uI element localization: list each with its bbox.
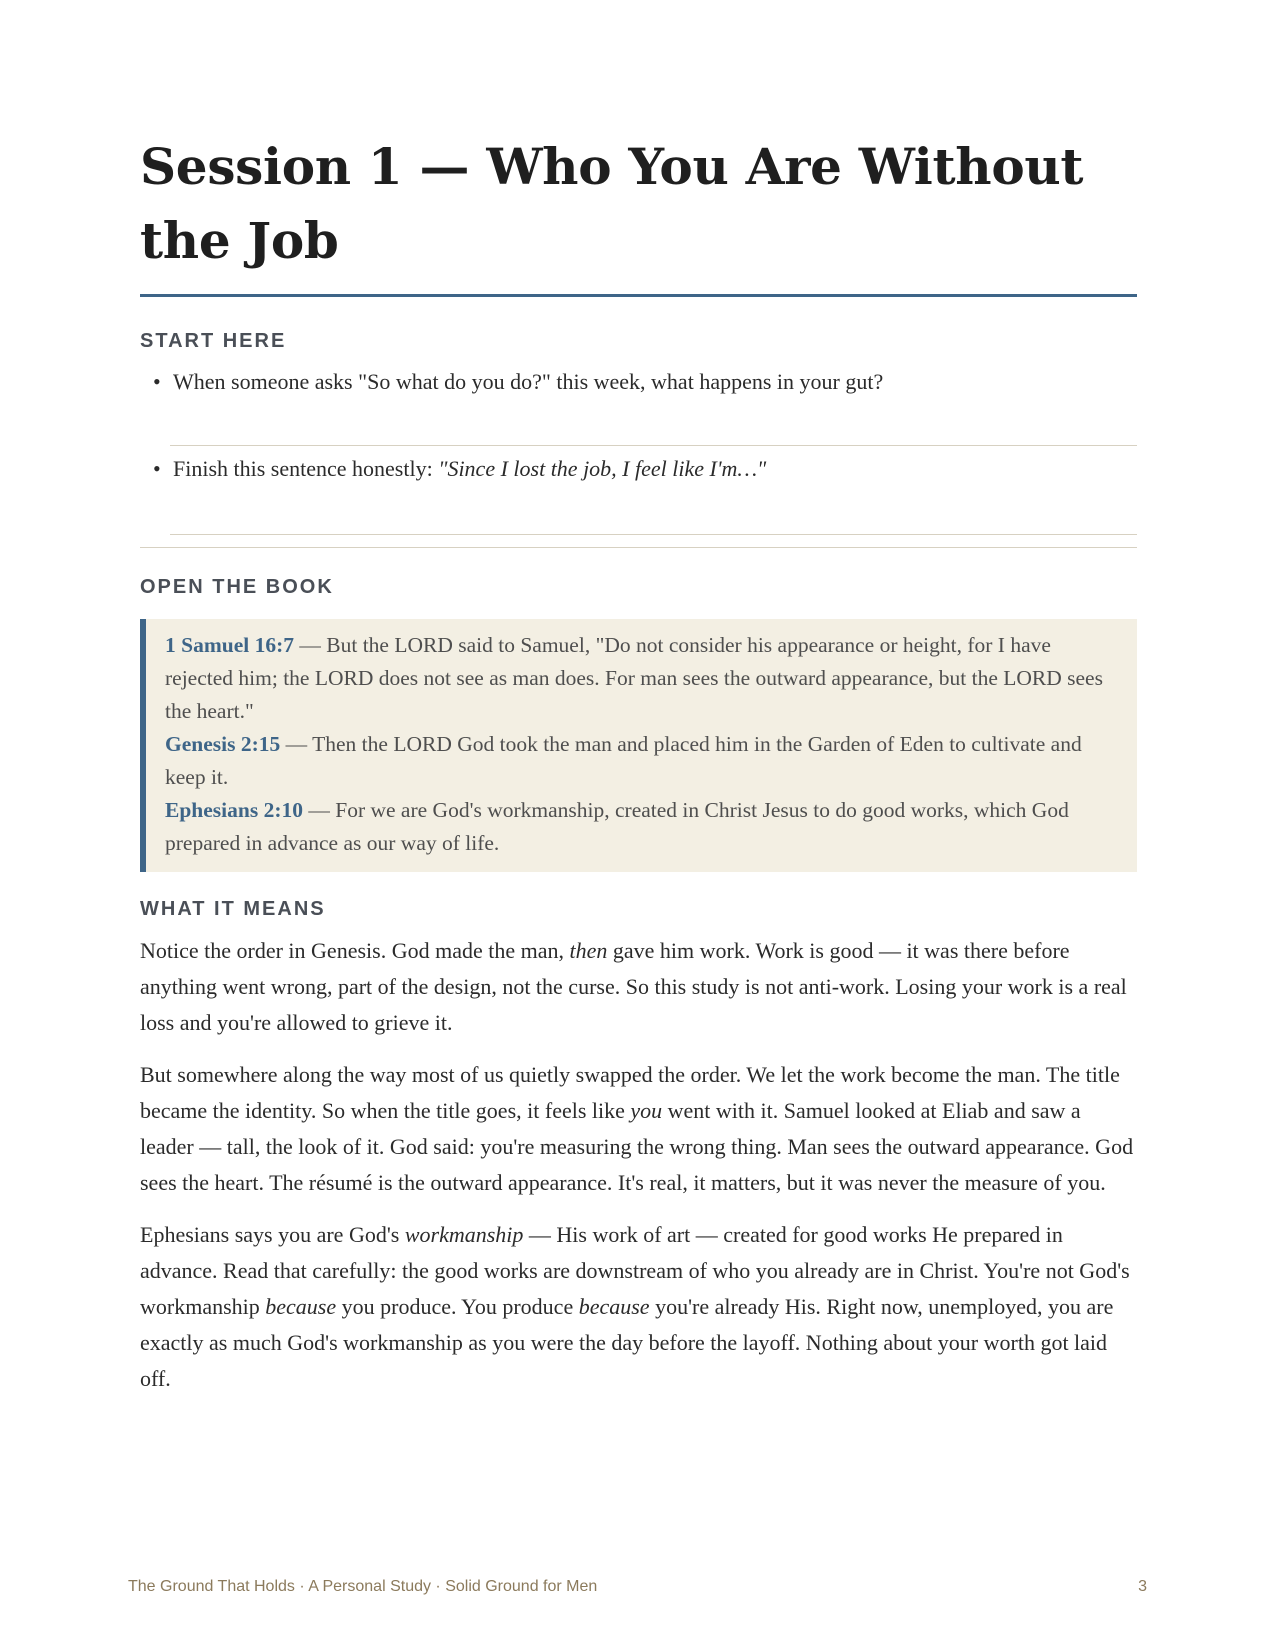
text-run: Notice the order in Genesis. God made the man, <box>140 938 570 963</box>
text-run: you're already His. Right now, unemployed, you are exactly as much God's workmanship as you were the day before the layoff. Nothing about your worth got laid off. <box>140 1294 1114 1391</box>
verse <box>165 794 1115 860</box>
verse-text: — Then the LORD God took the man and placed him in the Garden of Eden to cultivate and keep it. <box>165 732 1082 789</box>
section-divider <box>140 547 1137 548</box>
verse-reference: Ephesians 2:10 <box>165 798 303 822</box>
emphasis: then <box>569 938 608 963</box>
prompt-item <box>140 454 1137 484</box>
body-paragraph <box>140 1057 1137 1201</box>
prompt-quote: "Since I lost the job, I feel like I'm…" <box>438 456 767 481</box>
scripture-block <box>140 619 1137 872</box>
verse-text: — But the LORD said to Samuel, "Do not consider his appearance or height, for I have rejected him; the LORD does not see as man does. For man sees the outward appearance, but the LORD sees the heart." <box>165 633 1103 723</box>
text-run: But somewhere along the way most of us quietly swapped the order. We let the work become the man. The title became the identity. So when the title goes, it feels like <box>140 1062 1120 1123</box>
emphasis: you <box>630 1098 663 1123</box>
text-run: you produce. You produce <box>336 1294 579 1319</box>
verse-text: — For we are God's workmanship, created in Christ Jesus to do good works, which God prepared in advance as our way of life. <box>165 798 1069 855</box>
what-it-means-heading: WHAT IT MEANS <box>140 898 326 920</box>
emphasis: because <box>578 1294 650 1319</box>
text-run: went with it. Samuel looked at Eliab and saw a leader — tall, the look of it. God said: you're measuring the wrong thing. Man sees the outward appearance. God sees the heart. The résumé is the outward appearance. It's real, it matters, but it was never the measure of you. <box>140 1098 1134 1195</box>
open-the-book-heading: OPEN THE BOOK <box>140 576 334 598</box>
page-title: Session 1 — Who You Are Without the Job <box>140 130 1137 297</box>
verse-reference: 1 Samuel 16:7 <box>165 633 294 657</box>
start-here-prompts <box>140 367 1137 535</box>
prompt-item <box>140 367 1137 397</box>
prompt-text: Finish this sentence honestly: <box>173 456 439 481</box>
document-page <box>140 130 1137 1397</box>
emphasis: workmanship <box>404 1222 524 1247</box>
bullet-icon: • <box>153 369 161 394</box>
text-run: — His work of art — created for good works He prepared in advance. Read that carefully: the good works are downstream of who you already are in Christ. You're not God's workmanship <box>140 1222 1130 1319</box>
page-number: 3 <box>1138 1578 1147 1595</box>
bullet-icon: • <box>153 456 161 481</box>
answer-line[interactable] <box>170 484 1137 535</box>
text-run: Ephesians says you are God's <box>140 1222 405 1247</box>
prompt-text: When someone asks "So what do you do?" this week, what happens in your gut? <box>173 369 884 394</box>
answer-line[interactable] <box>170 397 1137 446</box>
page-footer <box>128 1578 1147 1596</box>
start-here-heading: START HERE <box>140 330 287 352</box>
text-run: gave him work. Work is good — it was there before anything went wrong, part of the design, not the curse. So this study is not anti-work. Losing your work is a real loss and you're allowed to grieve it. <box>140 938 1127 1035</box>
verse <box>165 728 1115 794</box>
footer-text: The Ground That Holds · A Personal Study · Solid Ground for Men <box>128 1578 598 1595</box>
verse-reference: Genesis 2:15 <box>165 732 281 756</box>
body-paragraph <box>140 933 1137 1041</box>
verse <box>165 629 1115 728</box>
emphasis: because <box>265 1294 337 1319</box>
body-paragraph <box>140 1217 1137 1397</box>
